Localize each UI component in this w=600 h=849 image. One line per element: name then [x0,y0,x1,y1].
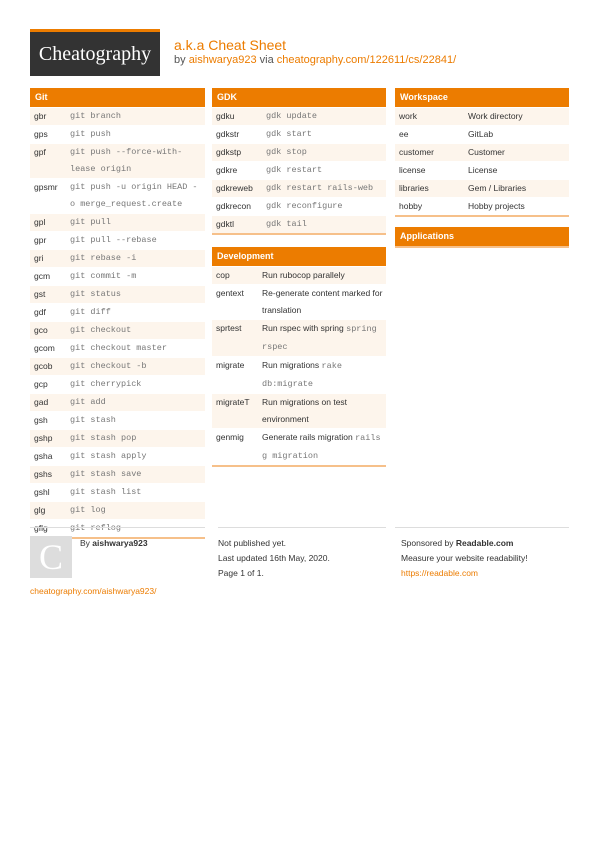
row-value [260,357,386,393]
row-value: gdk update [266,111,318,121]
row-key: work [399,111,417,121]
row-key: gcp [34,379,48,389]
row-value: git rebase -i [70,253,137,263]
row-value: gdk start [266,129,312,139]
row-key: gpf [34,147,46,157]
row-key: gflg [34,523,48,533]
row-value: Customer [468,147,505,157]
table-row [212,197,386,215]
row-value: git pull [70,217,111,227]
table-row [212,319,386,356]
author-link[interactable]: aishwarya923 [188,54,257,66]
table-row [212,428,386,465]
row-key: gdkstp [216,147,242,157]
row-description: Run migrations on test environment [262,397,348,424]
row-key: gcob [34,361,53,371]
page-number: Page 1 of 1. [218,568,264,578]
row-key: glg [34,505,46,515]
table-row [212,107,386,125]
workspace-section [395,88,569,217]
author-footer [30,527,205,599]
row-key: gpsmr [34,182,58,192]
row-value: git pull --rebase [70,235,157,245]
row-key: hobby [399,201,423,211]
row-key: migrateT [216,397,250,407]
row-value: git push [70,129,111,139]
table-row [395,179,569,197]
table-row [212,125,386,143]
table-row [212,266,386,284]
table-row [395,107,569,125]
row-value: git checkout -b [70,361,147,371]
row-description: Run rspec with spring [262,323,347,333]
row-key: gentext [216,288,244,298]
table-row [212,215,386,233]
table-row [30,447,205,465]
section-header: Workspace [395,88,569,107]
row-value: git branch [70,111,122,121]
sponsor-name: Readable.com [455,538,514,548]
table-row [395,197,569,215]
table-row [395,143,569,161]
row-code: rails g migration [262,433,381,461]
row-key: gst [34,289,46,299]
development-section [212,247,386,467]
row-value: git checkout master [70,343,167,353]
avatar: C [30,536,72,578]
row-key: gpr [34,235,47,245]
author-profile-link[interactable]: cheatography.com/aishwarya923/ [30,586,157,596]
table-row [212,179,386,197]
gdk-section [212,88,386,235]
table-row [30,125,205,143]
table-row [30,231,205,249]
row-value [260,267,386,284]
row-value: gdk reconfigure [266,201,343,211]
table-row [212,356,386,393]
row-key: gco [34,325,48,335]
git-section [30,88,205,539]
row-key: gpl [34,217,46,227]
table-row [30,339,205,357]
table-row [30,357,205,375]
row-key: gdku [216,111,235,121]
row-value: Gem / Libraries [468,183,527,193]
row-value [260,285,386,319]
row-value: GitLab [468,129,494,139]
table-row [212,393,386,428]
table-row [30,411,205,429]
row-key: gsha [34,451,53,461]
section-header: Development [212,247,386,266]
row-key: gdkreweb [216,183,253,193]
table-row [212,143,386,161]
sponsor-info [395,527,569,581]
row-key: license [399,165,426,175]
row-key: libraries [399,183,429,193]
row-value [260,320,386,356]
row-key: gbr [34,111,47,121]
row-value: Work directory [468,111,523,121]
row-value: Hobby projects [468,201,525,211]
table-row [30,429,205,447]
table-row [395,161,569,179]
row-value: git stash pop [70,433,137,443]
table-row [30,321,205,339]
row-value: git diff [70,307,111,317]
sheet-url-link[interactable]: cheatography.com/122611/cs/22841/ [276,54,457,66]
row-description: Run migrations [262,360,322,370]
table-row [395,125,569,143]
section-header: GDK [212,88,386,107]
sponsor-link[interactable]: https://readable.com [401,568,479,578]
row-code: rake db:migrate [262,361,342,389]
table-row [212,161,386,179]
row-key: gsh [34,415,48,425]
row-value: git checkout [70,325,132,335]
table-row [30,375,205,393]
table-row [30,267,205,285]
via-label: via [259,54,274,66]
row-value: git status [70,289,122,299]
row-value: git stash save [70,469,142,479]
row-key: gps [34,129,48,139]
row-value: git push --force-with-lease origin [70,147,183,174]
row-key: gcm [34,271,51,281]
table-row [30,285,205,303]
applications-section [395,227,569,248]
row-key: sprtest [216,323,242,333]
table-row [212,284,386,319]
row-description: Generate rails migration [262,432,356,442]
table-row [30,393,205,411]
table-row [30,107,205,125]
row-key: gdktl [216,219,234,229]
table-row [30,501,205,519]
row-value: gdk restart rails-web [266,183,374,193]
row-key: gad [34,397,49,407]
row-value: git add [70,397,106,407]
row-description: Run rubocop parallely [262,270,345,280]
section-header: Applications [395,227,569,246]
row-key: cop [216,270,230,280]
table-row [30,249,205,267]
by-label: by [174,54,186,66]
footer-author: aishwarya923 [92,538,148,548]
byline [174,54,456,66]
row-value: git cherrypick [70,379,142,389]
by-label: By [80,538,93,548]
sponsored-label: Sponsored by [401,538,456,548]
section-header: Git [30,88,205,107]
row-value: git push -u origin HEAD -o merge_request.create [70,182,198,209]
row-code: spring rspec [262,324,377,352]
row-value: License [468,165,498,175]
row-value: git stash list [70,487,142,497]
published-status: Not published yet. [218,538,287,548]
row-value: gdk restart [266,165,323,175]
table-row [30,178,205,213]
row-value: git commit -m [70,271,137,281]
row-key: gdkstr [216,129,240,139]
row-value [260,429,386,465]
page-title: a.k.a Cheat Sheet [174,37,287,53]
row-key: gri [34,253,44,263]
row-value: gdk stop [266,147,307,157]
cheatography-logo[interactable]: Cheatography [30,29,160,76]
row-value: gdk tail [266,219,307,229]
row-value: git reflog [70,523,122,533]
row-key: genmig [216,432,244,442]
table-row [30,465,205,483]
row-value: git log [70,505,106,515]
row-key: gdf [34,307,46,317]
row-value: git stash apply [70,451,147,461]
row-value: git stash [70,415,116,425]
row-key: gshp [34,433,53,443]
table-row [30,303,205,321]
row-key: gshl [34,487,50,497]
row-value [260,394,386,428]
row-key: migrate [216,360,245,370]
row-key: ee [399,129,409,139]
row-key: gdkre [216,165,238,175]
table-row [30,143,205,178]
table-row [30,213,205,231]
publish-info [218,527,386,581]
row-key: gcom [34,343,55,353]
row-key: gshs [34,469,52,479]
last-updated: Last updated 16th May, 2020. [218,553,330,563]
table-row [30,483,205,501]
row-key: customer [399,147,434,157]
sponsor-tagline: Measure your website readability! [401,553,528,563]
row-description: Re-generate content marked for translation [262,288,383,315]
row-key: gdkrecon [216,201,251,211]
